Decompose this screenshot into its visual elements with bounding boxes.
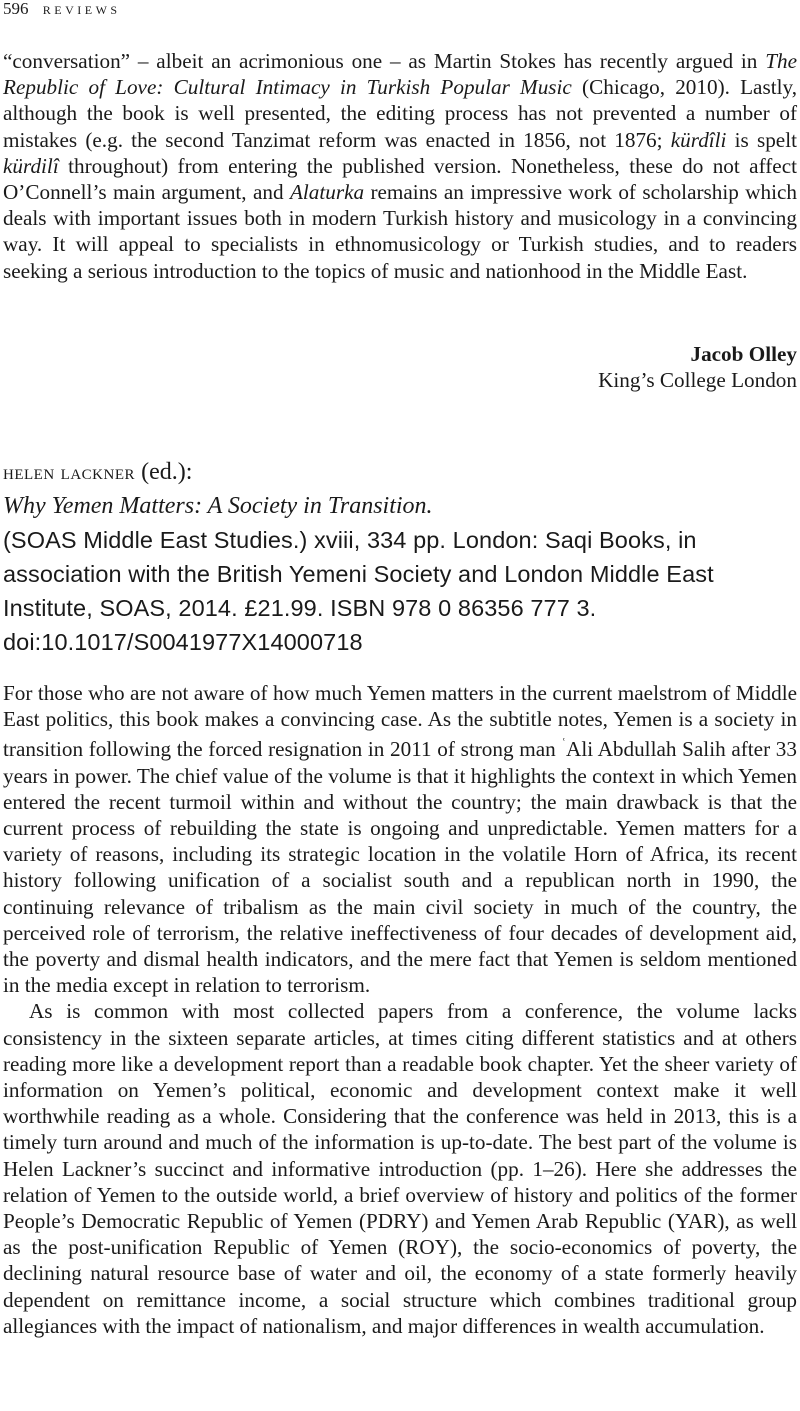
reviewer-signature (598, 341, 797, 393)
paragraph-1-part-a: For those who are not aware of how much Yemen matters in the current maelstrom of Middle East politics, this book makes a convincing case. As the subtitle notes, Yemen is a society in transition following the forced resignation in 2011 of strong man (3, 681, 797, 762)
doi-link[interactable]: doi:10.1017/S0041977X14000718 (3, 629, 363, 655)
review-paragraph-1 (3, 680, 797, 998)
reviewer-affiliation: King’s College London (598, 368, 797, 392)
page-number: 596 (3, 0, 29, 18)
text-segment: “conversation” – albeit an acrimonious one – as Martin Stokes has recently argued in (3, 49, 766, 73)
text-segment: (Chicago, 2010). Lastly, although the book is well presented, the editing process has not prevented a number of mistakes (e.g. the second Tanzimat reform was enacted in 1856, not 1876; (3, 75, 797, 152)
book-title: Why Yemen Matters: A Society in Transition. (3, 493, 433, 519)
text-segment: remains an impressive work of scholarship which deals with important issues both in modern Turkish history and musicology in a convincing way. It will appeal to specialists in ethnomusicology or Turkish studies, and to readers seeking a serious introduction to the topics of music and nationhood in the Middle East. (3, 180, 797, 283)
book-editor: helen lackner (3, 459, 135, 484)
publication-details-line-2: association with the British Yemeni Society and London Middle East (3, 561, 714, 587)
ayn-mark: ʿ (561, 737, 567, 753)
publication-details-line-3: Institute, SOAS, 2014. £21.99. ISBN 978 0 86356 777 3. (3, 595, 597, 621)
publication-details-line-1: (SOAS Middle East Studies.) xviii, 334 pp. London: Saqi Books, in (3, 527, 697, 553)
paragraph-1-part-b: Ali Abdullah Salih after 33 years in power. The chief value of the volume is that it highlights the context in which Yemen entered the recent turmoil within and without the country; the main drawback is that the current process of rebuilding the state is ongoing and unpredictable. Yemen matters for a variety of reasons, including its strategic location in the volatile Horn of Africa, its recent history following unification of a socialist south and a republican north in 1990, the continuing relevance of tribalism as the main civil society in much of the country, the perceived role of terrorism, the relative ineffectiveness of four decades of development aid, the poverty and dismal health indicators, and the mere fact that Yemen is seldom mentioned in the media except in relation to terrorism. (3, 737, 797, 998)
italic-title-segment: Alaturka (289, 180, 365, 205)
text-segment: is spelt (726, 127, 797, 152)
review-body (3, 680, 797, 1339)
previous-review-paragraph (3, 48, 797, 284)
italic-title-segment: The Republic of Love: Cultural Intimacy in Turkish Popular Music (3, 49, 797, 100)
review-heading (3, 455, 797, 659)
editor-role: (ed.): (141, 459, 193, 485)
section-title: REVIEWS (42, 3, 121, 17)
running-head (3, 0, 121, 19)
previous-review-conclusion (3, 48, 797, 284)
italic-title-segment: kürdîli (670, 127, 727, 152)
reviewer-name: Jacob Olley (690, 342, 797, 366)
text-segment: throughout) from entering the published version. Nonetheless, these do not affect O’Connell’s main argument, and (3, 153, 797, 205)
review-paragraph-2: As is common with most collected papers from a conference, the volume lacks consistency in the sixteen separate articles, at times citing different statistics and at others reading more like a development report than a readable book chapter. Yet the sheer variety of information on Yemen’s political, economic and development context make it well worthwhile reading as a whole. Considering that the conference was held in 2013, this is a timely turn around and much of the information is up-to-date. The best part of the volume is Helen Lackner’s succinct and informative introduction (pp. 1–26). Here she addresses the relation of Yemen to the outside world, a brief overview of history and politics of the former People’s Democratic Republic of Yemen (PDRY) and Yemen Arab Republic (YAR), as well as the post-unification Republic of Yemen (ROY), the socio-economics of poverty, the declining natural resource base of water and oil, the economy of a state formerly heavily dependent on remittance income, a social structure which combines traditional group allegiances with the impact of nationalism, and major differences in wealth accumulation. (3, 999, 797, 1338)
italic-title-segment: kürdilî (3, 153, 59, 178)
